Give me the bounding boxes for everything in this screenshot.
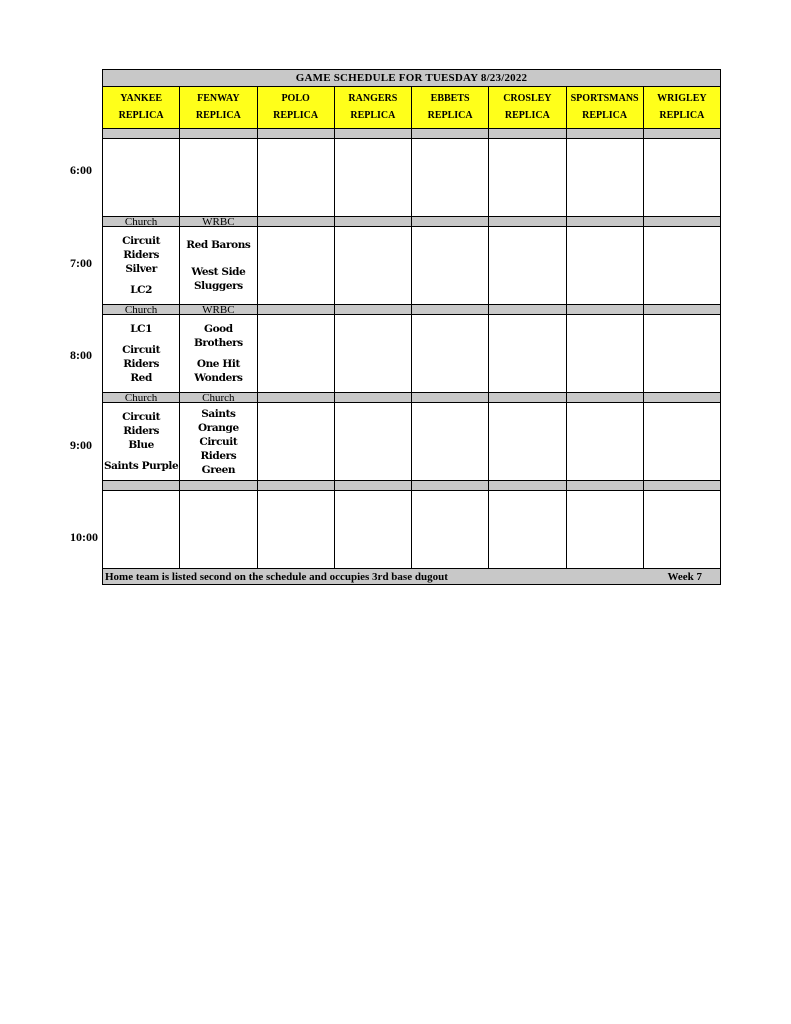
league-label (412, 305, 489, 314)
game-cell (258, 139, 335, 216)
league-label (412, 217, 489, 226)
away-team: LC1 (130, 323, 153, 336)
game-cell (335, 315, 412, 392)
game-cell (567, 403, 644, 480)
game-cell (180, 315, 257, 392)
game-cell (644, 403, 720, 480)
away-team: Circuit Riders Silver (122, 235, 161, 276)
time-label: 8:00 (70, 348, 92, 362)
league-label (335, 481, 412, 490)
league-label (489, 129, 566, 138)
field-header-row (103, 87, 720, 129)
league-label (489, 481, 566, 490)
field-sub: REPLICA (350, 110, 396, 121)
field-header-crosley (489, 87, 566, 128)
game-cell (644, 139, 720, 216)
game-cell (489, 403, 566, 480)
time-slot-row (103, 403, 720, 481)
league-label (335, 305, 412, 314)
game-cell (489, 139, 566, 216)
game-cell (335, 139, 412, 216)
week-label: Week 7 (667, 570, 702, 583)
game-cell (103, 403, 180, 480)
league-label (258, 481, 335, 490)
field-name: YANKEE (120, 93, 163, 104)
field-name: POLO (281, 93, 310, 104)
league-label (644, 217, 720, 226)
league-label: WRBC (180, 217, 257, 226)
league-row (103, 305, 720, 315)
field-header-rangers (335, 87, 412, 128)
game-cell (335, 491, 412, 568)
game-cell (567, 139, 644, 216)
field-sub: REPLICA (273, 110, 319, 121)
field-name: RANGERS (348, 93, 398, 104)
game-cell (180, 139, 257, 216)
schedule-table (102, 69, 721, 585)
league-label (258, 305, 335, 314)
field-sub: REPLICA (504, 110, 550, 121)
away-team: Good Brothers (193, 323, 243, 350)
time-label: 10:00 (70, 530, 98, 544)
game-cell (258, 227, 335, 304)
league-row (103, 481, 720, 491)
game-cell (103, 139, 180, 216)
schedule-title: GAME SCHEDULE FOR TUESDAY 8/23/2022 (103, 70, 720, 87)
league-label: WRBC (180, 305, 257, 314)
game-cell (644, 491, 720, 568)
league-label (567, 481, 644, 490)
league-label (258, 217, 335, 226)
field-name: WRIGLEY (657, 93, 707, 104)
away-team: Saints Orange (198, 408, 239, 434)
league-label (258, 393, 335, 402)
game-cell (180, 491, 257, 568)
league-label (644, 393, 720, 402)
field-sub: REPLICA (427, 110, 473, 121)
time-slot-row (103, 315, 720, 393)
league-label: Church (180, 393, 257, 402)
game-cell (489, 227, 566, 304)
game-cell (412, 403, 489, 480)
league-row (103, 129, 720, 139)
league-label (489, 217, 566, 226)
league-label (335, 393, 412, 402)
time-label: 6:00 (70, 163, 92, 177)
league-label: Church (103, 217, 180, 226)
game-cell (180, 403, 257, 480)
game-cell (644, 227, 720, 304)
league-label (567, 129, 644, 138)
field-header-fenway (180, 87, 257, 128)
game-cell (567, 227, 644, 304)
field-sub: REPLICA (118, 110, 164, 121)
field-header-yankee (103, 87, 180, 128)
game-cell (489, 491, 566, 568)
away-team: Red Barons (186, 238, 251, 251)
home-team: Circuit Riders Red (122, 343, 161, 384)
away-team: Circuit Riders Blue (122, 411, 161, 452)
league-label (412, 481, 489, 490)
game-cell (180, 227, 257, 304)
field-name: FENWAY (197, 93, 240, 104)
game-cell (567, 315, 644, 392)
home-team: Saints Purple (103, 459, 179, 472)
game-cell (258, 491, 335, 568)
home-team: West Side Sluggers (191, 266, 246, 293)
home-team: LC2 (130, 283, 153, 296)
field-name: EBBETS (430, 93, 470, 104)
league-row (103, 393, 720, 403)
home-team: One Hit Wonders (194, 357, 243, 384)
league-label (644, 481, 720, 490)
league-label (412, 129, 489, 138)
time-label: 9:00 (70, 438, 92, 452)
field-sub: REPLICA (659, 110, 705, 121)
league-label (567, 305, 644, 314)
league-label: Church (103, 305, 180, 314)
league-label (567, 393, 644, 402)
league-row (103, 217, 720, 227)
league-label (489, 393, 566, 402)
league-label (258, 129, 335, 138)
field-sub: REPLICA (195, 110, 241, 121)
field-header-ebbets (412, 87, 489, 128)
game-cell (103, 315, 180, 392)
league-label (412, 393, 489, 402)
league-label: Church (103, 393, 180, 402)
league-label (644, 305, 720, 314)
league-label (180, 129, 257, 138)
game-cell (258, 403, 335, 480)
game-cell (258, 315, 335, 392)
game-cell (412, 227, 489, 304)
time-slot-row (103, 227, 720, 305)
game-cell (103, 227, 180, 304)
time-slots (103, 129, 720, 569)
game-cell (412, 315, 489, 392)
league-label (103, 129, 180, 138)
field-name: SPORTSMANS (570, 93, 639, 104)
league-label (180, 481, 257, 490)
game-cell (567, 491, 644, 568)
game-cell (412, 491, 489, 568)
game-cell (335, 227, 412, 304)
game-cell (644, 315, 720, 392)
league-label (103, 481, 180, 490)
league-label (644, 129, 720, 138)
field-header-sportsmans (567, 87, 644, 128)
time-label: 7:00 (70, 256, 92, 270)
league-label (335, 217, 412, 226)
league-label (567, 217, 644, 226)
game-cell (335, 403, 412, 480)
game-cell (489, 315, 566, 392)
home-team: Circuit Riders Green (199, 436, 238, 476)
field-header-polo (258, 87, 335, 128)
game-cell (103, 491, 180, 568)
time-slot-row (103, 491, 720, 569)
field-header-wrigley (644, 87, 720, 128)
footer-note: Home team is listed second on the schedule and occupies 3rd base dugout (105, 570, 448, 583)
game-cell (412, 139, 489, 216)
time-slot-row (103, 139, 720, 217)
schedule-footer (103, 569, 720, 584)
league-label (489, 305, 566, 314)
field-name: CROSLEY (503, 93, 552, 104)
league-label (335, 129, 412, 138)
field-sub: REPLICA (582, 110, 628, 121)
